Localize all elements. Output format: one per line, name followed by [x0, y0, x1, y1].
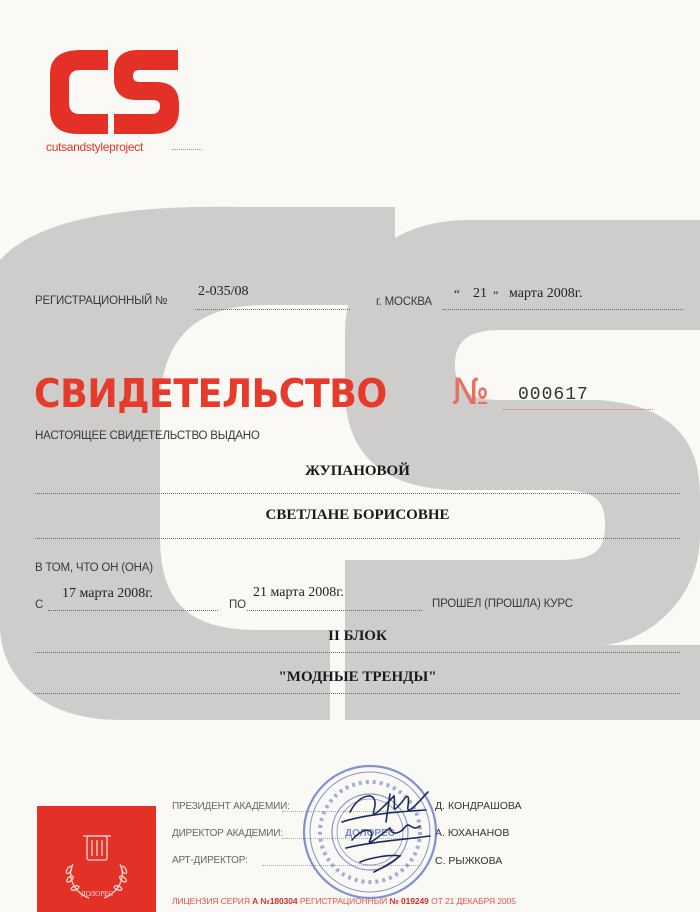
- course-block-line: [35, 652, 680, 653]
- license-line: [172, 896, 516, 906]
- academy-emblem-block: [37, 806, 156, 912]
- issued-label: НАСТОЯЩЕЕ СВИДЕТЕЛЬСТВО ВЫДАНО: [35, 430, 260, 442]
- date-quote-close: ”: [493, 288, 499, 302]
- certificate-title: СВИДЕТЕЛЬСТВО: [34, 372, 387, 417]
- from-date-line: [48, 610, 218, 611]
- to-date-line: [247, 610, 422, 611]
- given-names-line: [35, 538, 680, 539]
- recipient-given-names: СВЕТЛАНЕ БОРИСОВНЕ: [265, 507, 450, 523]
- course-name: "МОДНЫЕ ТРЕНДЫ": [278, 669, 437, 685]
- logo-brand-text: cutsandstyleproject: [46, 140, 144, 154]
- signature-name-president: Д. КОНДРАШОВА: [435, 800, 522, 812]
- signature-role-director: ДИРЕКТОР АКАДЕМИИ:: [172, 828, 283, 839]
- number-sign: №: [452, 372, 490, 413]
- emblem-text: ДОЛОРЕС: [80, 890, 114, 898]
- registration-number-line: [195, 309, 350, 310]
- city-label: г. МОСКВА: [376, 296, 432, 308]
- to-label: ПО: [229, 599, 246, 611]
- date-line: [443, 309, 683, 310]
- to-date: 21 марта 2008г.: [253, 585, 344, 600]
- certificate-number: 000617: [518, 385, 589, 405]
- course-name-line: [35, 693, 680, 694]
- signature-name-art-director: С. РЫЖКОВА: [435, 855, 503, 867]
- that-label: В ТОМ, ЧТО ОН (ОНА): [35, 562, 153, 574]
- registration-month-year: марта 2008г.: [509, 286, 583, 301]
- cs-logo-icon: [46, 50, 181, 136]
- logo-underline: [172, 149, 202, 150]
- surname-line: [35, 493, 680, 494]
- signature-role-president: ПРЕЗИДЕНТ АКАДЕМИИ:: [172, 801, 290, 812]
- license-suffix: ОТ 21 ДЕКАБРЯ 2005: [431, 896, 516, 906]
- certificate-number-line: [503, 409, 653, 410]
- date-quote-open: “: [454, 286, 460, 301]
- license-reg-number: № 019249: [389, 896, 429, 906]
- course-block: II БЛОК: [328, 628, 387, 644]
- recipient-surname: ЖУПАНОВОЙ: [305, 463, 410, 479]
- passed-course-label: ПРОШЕЛ (ПРОШЛА) КУРС: [432, 598, 573, 610]
- signature-role-art-director: АРТ-ДИРЕКТОР:: [172, 855, 248, 866]
- stamp-text: ДОЛОРЕС: [344, 828, 396, 839]
- license-series: А №180304: [252, 896, 298, 906]
- license-middle: РЕГИСТРАЦИОННЫЙ: [299, 896, 388, 906]
- handwritten-signatures-icon: [330, 782, 450, 877]
- registration-day: 21: [473, 286, 487, 301]
- registration-label: РЕГИСТРАЦИОННЫЙ №: [35, 295, 168, 307]
- from-label: С: [35, 599, 44, 611]
- from-date: 17 марта 2008г.: [62, 586, 153, 601]
- registration-number: 2-035/08: [198, 284, 249, 299]
- license-prefix: ЛИЦЕНЗИЯ СЕРИЯ: [172, 896, 250, 906]
- signature-name-director: А. ЮХАНАНОВ: [435, 827, 510, 839]
